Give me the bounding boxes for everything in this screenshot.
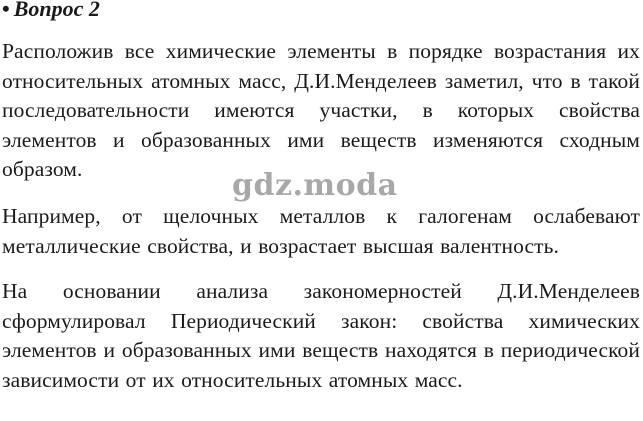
answer-paragraph-1: Расположив все химические элементы в порядке возрастания их относительных атомных масс, Д.И.Менделеев заметил, что в такой последовательности имеются участки, в которых свойства элементов и образованных ими веществ изменяются сходным образом. [2,39,640,181]
site-watermark: gdz.moda [232,168,398,203]
answer-paragraph-3: На основании анализа закономерностей Д.И.Менделеев сформулировал Периодический закон: свойства химических элементов и образованных ими веществ находятся в периодической зависимости от их относительных атомных масс. [2,279,640,392]
answer-paragraph-2: Например, от щелочных металлов к галогенам ослабевают металлические свойства, и возрастает высшая валентность. [2,204,640,258]
question-heading [2,0,100,22]
bullet-icon: • [2,0,10,21]
question-title: Вопрос 2 [13,0,100,21]
